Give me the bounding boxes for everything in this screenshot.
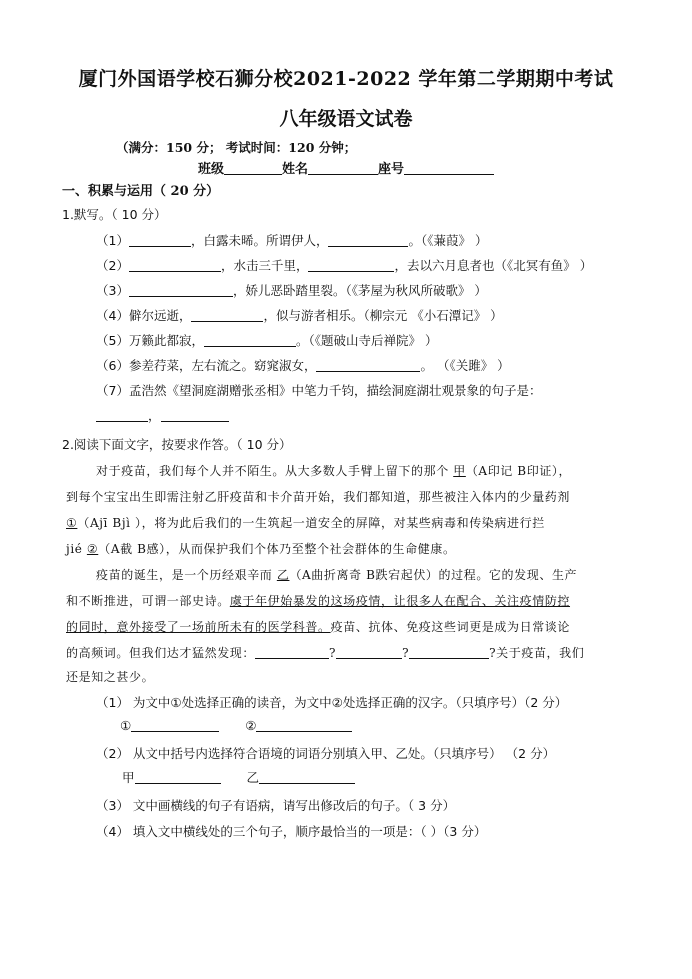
q2-sub1-answers: ① ② [120,718,352,733]
answer-blank[interactable] [129,284,233,297]
answer-blank[interactable] [135,771,221,784]
passage-line: 和不断推进，可谓一部史诗。虞于年伊始暴发的这场疫情，让很多人在配合、关注疫情防控 [66,594,571,608]
class-blank[interactable] [224,162,282,175]
passage-line: ①（Ajī Bjì ），将为此后我们的一生筑起一道安全的屏障，对某些病毒和传染病进行拦 [66,516,545,530]
answer-blank[interactable] [161,409,229,422]
answer-blank[interactable] [336,646,402,659]
answer-blank[interactable] [129,259,221,272]
q2-sub4: （4） 填入文中横线处的三个句子，顺序最恰当的一项是：（ ）（3 分） [96,824,487,839]
q2-sub1: （1） 为文中①处选择正确的读音，为文中②处选择正确的汉字。（只填序号）（2 分） [96,695,568,710]
passage-line: 对于疫苗，我们每个人并不陌生。从大多数人手臂上留下的那个 甲（A印记 B印证）， [96,464,572,478]
answer-blank[interactable] [191,309,263,322]
underlined-sentence: 虞于年伊始暴发的这场疫情，让很多人在配合、关注疫情防控 [229,594,571,608]
q2-sub2: （2） 从文中括号内选择符合语境的词语分别填入甲、乙处。（只填序号） （2 分） [96,746,556,761]
q2-sub2-answers: 甲 乙 [122,768,355,786]
student-info-row [198,158,494,177]
q2-sub3: （3） 文中画横线的句子有语病，请写出修改后的句子。（ 3 分） [96,798,456,813]
answer-blank[interactable] [204,334,296,347]
exam-subtitle: 八年级语文试卷 [279,108,413,130]
q1-item-7: （7）孟浩然《望洞庭湖赠张丞相》中笔力千钧，描绘洞庭湖壮观景象的句子是： [96,383,542,398]
passage-line: 疫苗的诞生，是一个历经艰辛而 乙（A曲折离奇 B跌宕起伏）的过程。它的发现、生产 [96,568,578,582]
answer-blank[interactable] [96,409,148,422]
marker-2: ② [86,542,99,556]
class-label: 班级 [198,162,225,177]
q1-item-7-answers: ， [96,406,229,424]
q2-title: 2.阅读下面文字，按要求作答。（ 10 分） [62,437,292,452]
q1-item-6: （6）参差荇菜，左右流之。窈窕淑女， 。 （《关雎》 ） [96,358,510,373]
seat-blank[interactable] [404,162,494,175]
answer-blank[interactable] [259,771,355,784]
passage-line: 还是知之甚少。 [66,670,155,684]
q1-item-4: （4）僻尔远逝， ，似与游者相乐。（柳宗元 《小石潭记》 ） [96,308,503,323]
q1-item-5: （5）万籁此都寂， 。（《题破山寺后禅院》 ） [96,333,438,348]
passage-line: jié ②（A截 B感），从而保护我们个体乃至整个社会群体的生命健康。 [66,542,456,556]
answer-blank[interactable] [255,646,329,659]
q1-item-2: （2） ，水击三千里， ，去以六月息者也（《北冥有鱼》 ） [96,258,593,273]
section-heading: 一、积累与运用（ 20 分） [62,184,220,199]
q1-item-1: （1） ，白露未晞。所谓伊人， 。（《蒹葭》 ） [96,233,488,248]
passage-line: 的同时，意外接受了一场前所未有的医学科普。疫苗、抗体、免疫这些词更是成为日常谈论 [66,620,571,634]
name-label: 姓名 [282,162,309,177]
answer-blank[interactable] [308,259,394,272]
exam-title: 厦门外国语学校石狮分校2021-2022 学年第二学期期中考试 [78,68,614,90]
answer-blank[interactable] [409,646,489,659]
passage-line: 的高频词。但我们达才猛然发现： ? ? ?关于疫苗，我们 [66,646,585,660]
answer-blank[interactable] [316,359,420,372]
marker-1: ① [66,516,78,530]
seat-label: 座号 [378,162,405,177]
blank-jia: 甲 [453,464,466,478]
answer-blank[interactable] [256,719,352,732]
q1-item-3: （3） ，娇儿恶卧踏里裂。（《茅屋为秋风所破歌》 ） [96,283,487,298]
answer-blank[interactable] [129,234,191,247]
answer-blank[interactable] [131,719,219,732]
underlined-sentence: 的同时，意外接受了一场前所未有的医学科普。 [66,620,331,634]
passage-line: 到每个宝宝出生即需注射乙肝疫苗和卡介苗开始，我们都知道，那些被注入体内的少量药剂 [66,490,571,504]
name-blank[interactable] [308,162,378,175]
score-time-info: （满分：150 分； 考试时间：120 分钟； [116,140,357,155]
answer-blank[interactable] [328,234,408,247]
q1-title: 1.默写。（ 10 分） [62,207,167,222]
blank-yi: 乙 [276,568,290,582]
